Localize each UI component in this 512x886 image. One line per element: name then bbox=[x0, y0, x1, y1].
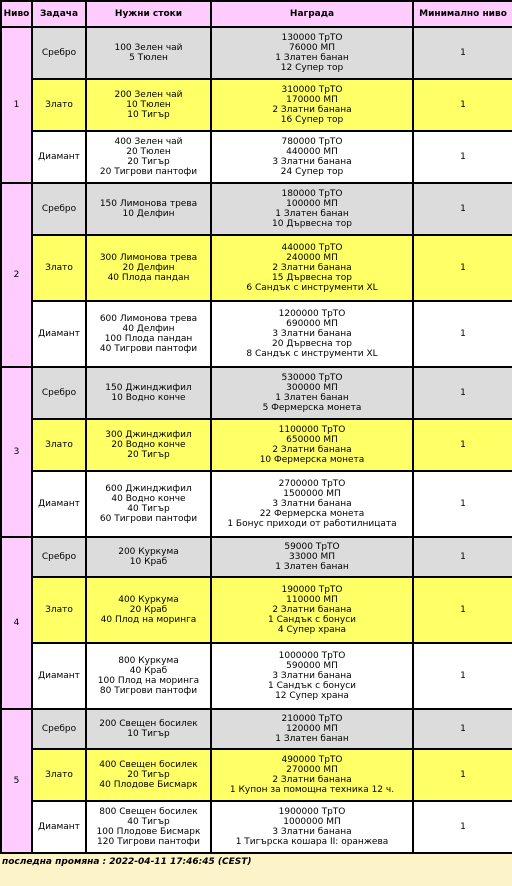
last-modified-footer: последна промяна : 2022-04-11 17:46:45 (CEST) bbox=[2, 857, 252, 867]
goods-item: 10 Тигър bbox=[127, 729, 170, 739]
reward-item: 1500000 МП bbox=[283, 489, 341, 499]
goods-item: 20 Тигър bbox=[127, 157, 170, 167]
header-task: Задача bbox=[32, 1, 86, 27]
goods-item: 40 Тигрови пантофи bbox=[99, 344, 198, 354]
reward-item: 2 Златни банана bbox=[272, 605, 352, 615]
goods-item: 100 Плод на моринга bbox=[97, 676, 200, 686]
required-goods bbox=[86, 709, 211, 749]
required-goods bbox=[86, 577, 211, 643]
minimum-level: 1 bbox=[413, 643, 512, 709]
task-row bbox=[1, 801, 512, 853]
task-row bbox=[1, 643, 512, 709]
task-row bbox=[1, 537, 512, 577]
reward bbox=[211, 183, 413, 235]
reward-item: 4 Супер храна bbox=[277, 625, 347, 635]
goods-item: 100 Плода пандан bbox=[104, 334, 193, 344]
goods-item: 200 Куркума bbox=[118, 547, 179, 557]
goods-item: 60 Тигрови пантофи bbox=[99, 514, 198, 524]
reward-item: 590000 МП bbox=[286, 661, 338, 671]
goods-item: 100 Зелен чай bbox=[114, 43, 183, 53]
goods-item: 40 Водно конче bbox=[111, 494, 186, 504]
reward-item: 240000 МП bbox=[286, 253, 338, 263]
goods-item: 40 Плод на моринга bbox=[100, 615, 197, 625]
reward-item: 3 Златни банана bbox=[272, 329, 352, 339]
reward-item: 16 Супер тор bbox=[280, 115, 344, 125]
goods-item: 40 Тигър bbox=[127, 817, 170, 827]
required-goods bbox=[86, 643, 211, 709]
reward-item: 3 Златни банана bbox=[272, 827, 352, 837]
goods-item: 40 Плодове Бисмарк bbox=[99, 780, 198, 790]
level-number: 5 bbox=[1, 709, 32, 853]
minimum-level: 1 bbox=[413, 471, 512, 537]
reward-item: 1 Тигърска кошара II: оранжева bbox=[235, 837, 389, 847]
task-tier: Диамант bbox=[32, 471, 86, 537]
goods-item: 800 Свещен босилек bbox=[99, 807, 198, 817]
reward-item: 1900000 ТрТО bbox=[278, 807, 346, 817]
task-tier: Диамант bbox=[32, 301, 86, 367]
goods-item: 10 Тигър bbox=[127, 110, 170, 120]
task-tier: Диамант bbox=[32, 643, 86, 709]
task-tier: Сребро bbox=[32, 709, 86, 749]
task-tier: Сребро bbox=[32, 537, 86, 577]
goods-item: 20 Тигър bbox=[127, 450, 170, 460]
reward-item: 100000 МП bbox=[286, 199, 338, 209]
reward-item: 110000 МП bbox=[286, 595, 338, 605]
reward-item: 650000 МП bbox=[286, 435, 338, 445]
reward-item: 120000 МП bbox=[286, 724, 338, 734]
goods-item: 20 Водно конче bbox=[111, 440, 186, 450]
task-tier: Сребро bbox=[32, 367, 86, 419]
reward-item: 180000 ТрТО bbox=[281, 189, 343, 199]
task-row bbox=[1, 471, 512, 537]
reward-item: 33000 МП bbox=[288, 552, 336, 562]
reward-item: 170000 МП bbox=[286, 95, 338, 105]
reward-item: 76000 МП bbox=[288, 43, 336, 53]
task-row bbox=[1, 749, 512, 801]
goods-item: 300 Лимонова трева bbox=[99, 253, 198, 263]
reward-item: 1 Купон за помощна техника 12 ч. bbox=[229, 785, 395, 795]
task-row bbox=[1, 183, 512, 235]
header-level: Ниво bbox=[1, 1, 32, 27]
reward-item: 440000 ТрТО bbox=[281, 243, 343, 253]
goods-item: 80 Тигрови пантофи bbox=[99, 686, 198, 696]
minimum-level: 1 bbox=[413, 419, 512, 471]
task-tier: Сребро bbox=[32, 183, 86, 235]
goods-item: 150 Лимонова трева bbox=[99, 199, 198, 209]
required-goods bbox=[86, 79, 211, 131]
goods-item: 40 Тигър bbox=[127, 504, 170, 514]
minimum-level: 1 bbox=[413, 79, 512, 131]
reward-item: 1 Златен банан bbox=[275, 53, 349, 63]
required-goods bbox=[86, 471, 211, 537]
reward bbox=[211, 709, 413, 749]
minimum-level: 1 bbox=[413, 301, 512, 367]
task-row bbox=[1, 79, 512, 131]
level-number: 2 bbox=[1, 183, 32, 367]
minimum-level: 1 bbox=[413, 27, 512, 79]
reward-item: 3 Златни банана bbox=[272, 499, 352, 509]
goods-item: 20 Делфин bbox=[122, 263, 175, 273]
required-goods bbox=[86, 183, 211, 235]
reward-item: 12 Супер тор bbox=[280, 63, 344, 73]
goods-item: 40 Краб bbox=[129, 666, 168, 676]
goods-item: 300 Джинджифил bbox=[105, 430, 192, 440]
header-goods: Нужни стоки bbox=[86, 1, 211, 27]
minimum-level: 1 bbox=[413, 709, 512, 749]
required-goods bbox=[86, 801, 211, 853]
reward bbox=[211, 131, 413, 183]
goods-item: 40 Плода пандан bbox=[107, 273, 190, 283]
quest-table-body bbox=[1, 27, 512, 853]
reward bbox=[211, 419, 413, 471]
level-number: 1 bbox=[1, 27, 32, 183]
task-row bbox=[1, 367, 512, 419]
required-goods bbox=[86, 419, 211, 471]
task-tier: Диамант bbox=[32, 131, 86, 183]
minimum-level: 1 bbox=[413, 749, 512, 801]
reward bbox=[211, 577, 413, 643]
goods-item: 400 Свещен босилек bbox=[99, 760, 198, 770]
reward bbox=[211, 801, 413, 853]
reward-item: 1 Сандък с бонуси bbox=[267, 681, 357, 691]
reward bbox=[211, 79, 413, 131]
reward bbox=[211, 27, 413, 79]
task-tier: Злато bbox=[32, 577, 86, 643]
reward-item: 2 Златни банана bbox=[272, 263, 352, 273]
reward-item: 270000 МП bbox=[286, 765, 338, 775]
reward-item: 2 Златни банана bbox=[272, 445, 352, 455]
reward-item: 10 Фермерска монета bbox=[259, 455, 365, 465]
reward bbox=[211, 749, 413, 801]
reward-item: 210000 ТрТО bbox=[281, 714, 343, 724]
minimum-level: 1 bbox=[413, 577, 512, 643]
task-row bbox=[1, 235, 512, 301]
goods-item: 20 Тюлен bbox=[126, 147, 171, 157]
level-number: 4 bbox=[1, 537, 32, 709]
reward-item: 8 Сандък с инструменти XL bbox=[246, 349, 378, 359]
minimum-level: 1 bbox=[413, 367, 512, 419]
reward-item: 3 Златни банана bbox=[272, 157, 352, 167]
header-min-level: Минимално ниво bbox=[413, 1, 512, 27]
reward-item: 310000 ТрТО bbox=[281, 85, 343, 95]
reward-item: 2 Златни банана bbox=[272, 105, 352, 115]
reward-item: 2 Златни банана bbox=[272, 775, 352, 785]
goods-item: 200 Зелен чай bbox=[114, 90, 183, 100]
reward-item: 530000 ТрТО bbox=[281, 373, 343, 383]
task-row bbox=[1, 301, 512, 367]
required-goods bbox=[86, 537, 211, 577]
minimum-level: 1 bbox=[413, 235, 512, 301]
task-tier: Злато bbox=[32, 79, 86, 131]
goods-item: 20 Краб bbox=[129, 605, 168, 615]
task-row bbox=[1, 709, 512, 749]
reward-item: 2700000 ТрТО bbox=[278, 479, 346, 489]
reward-item: 130000 ТрТО bbox=[281, 33, 343, 43]
header-row bbox=[1, 1, 512, 27]
goods-item: 200 Свещен босилек bbox=[99, 719, 198, 729]
task-row bbox=[1, 27, 512, 79]
reward-item: 1 Златен банан bbox=[275, 734, 349, 744]
reward-item: 300000 МП bbox=[286, 383, 338, 393]
minimum-level: 1 bbox=[413, 183, 512, 235]
goods-item: 150 Джинджифил bbox=[105, 383, 192, 393]
reward-item: 6 Сандък с инструменти XL bbox=[246, 283, 378, 293]
minimum-level: 1 bbox=[413, 801, 512, 853]
reward-item: 440000 МП bbox=[286, 147, 338, 157]
goods-item: 400 Зелен чай bbox=[114, 137, 183, 147]
reward-item: 1 Златен банан bbox=[275, 209, 349, 219]
task-tier: Злато bbox=[32, 235, 86, 301]
reward-item: 690000 МП bbox=[286, 319, 338, 329]
required-goods bbox=[86, 301, 211, 367]
required-goods bbox=[86, 27, 211, 79]
reward-item: 490000 ТрТО bbox=[281, 755, 343, 765]
reward bbox=[211, 367, 413, 419]
task-row bbox=[1, 419, 512, 471]
reward-item: 1 Сандък с бонуси bbox=[267, 615, 357, 625]
goods-item: 10 Делфин bbox=[122, 209, 175, 219]
task-tier: Диамант bbox=[32, 801, 86, 853]
reward-item: 10 Дървесна тор bbox=[272, 219, 352, 229]
minimum-level: 1 bbox=[413, 131, 512, 183]
reward-item: 1000000 МП bbox=[283, 817, 341, 827]
task-row bbox=[1, 577, 512, 643]
goods-item: 10 Тюлен bbox=[126, 100, 171, 110]
reward-item: 15 Дървесна тор bbox=[272, 273, 352, 283]
header-reward: Награда bbox=[211, 1, 413, 27]
reward-item: 1 Бонус приходи от работилницата bbox=[227, 519, 397, 529]
reward-item: 59000 ТрТО bbox=[284, 542, 340, 552]
level-number: 3 bbox=[1, 367, 32, 537]
reward-item: 22 Фермерска монета bbox=[259, 509, 365, 519]
goods-item: 400 Куркума bbox=[118, 595, 179, 605]
task-tier: Злато bbox=[32, 419, 86, 471]
goods-item: 40 Делфин bbox=[122, 324, 175, 334]
required-goods bbox=[86, 235, 211, 301]
goods-item: 10 Водно конче bbox=[111, 393, 186, 403]
reward-item: 5 Фермерска монета bbox=[262, 403, 362, 413]
reward-item: 190000 ТрТО bbox=[281, 585, 343, 595]
reward bbox=[211, 471, 413, 537]
goods-item: 10 Краб bbox=[129, 557, 168, 567]
reward-item: 1200000 ТрТО bbox=[278, 309, 346, 319]
reward-item: 1100000 ТрТО bbox=[278, 425, 346, 435]
required-goods bbox=[86, 131, 211, 183]
goods-item: 100 Плодове Бисмарк bbox=[96, 827, 201, 837]
reward-item: 1 Златен банан bbox=[275, 562, 349, 572]
goods-item: 600 Лимонова трева bbox=[99, 314, 198, 324]
reward-item: 20 Дървесна тор bbox=[272, 339, 352, 349]
goods-item: 800 Куркума bbox=[118, 656, 179, 666]
reward-item: 1 Златен банан bbox=[275, 393, 349, 403]
reward bbox=[211, 235, 413, 301]
reward-item: 3 Златни банана bbox=[272, 671, 352, 681]
goods-item: 5 Тюлен bbox=[129, 53, 168, 63]
reward-item: 1000000 ТрТО bbox=[278, 651, 346, 661]
task-tier: Сребро bbox=[32, 27, 86, 79]
goods-item: 20 Тигрови пантофи bbox=[99, 167, 198, 177]
reward-item: 12 Супер храна bbox=[275, 691, 349, 701]
goods-item: 120 Тигрови пантофи bbox=[97, 837, 200, 847]
reward-item: 780000 ТрТО bbox=[281, 137, 343, 147]
goods-item: 600 Джинджифил bbox=[105, 484, 192, 494]
reward bbox=[211, 301, 413, 367]
reward bbox=[211, 537, 413, 577]
task-row bbox=[1, 131, 512, 183]
required-goods bbox=[86, 749, 211, 801]
task-tier: Злато bbox=[32, 749, 86, 801]
reward bbox=[211, 643, 413, 709]
required-goods bbox=[86, 367, 211, 419]
goods-item: 20 Тигър bbox=[127, 770, 170, 780]
minimum-level: 1 bbox=[413, 537, 512, 577]
reward-item: 24 Супер тор bbox=[280, 167, 344, 177]
